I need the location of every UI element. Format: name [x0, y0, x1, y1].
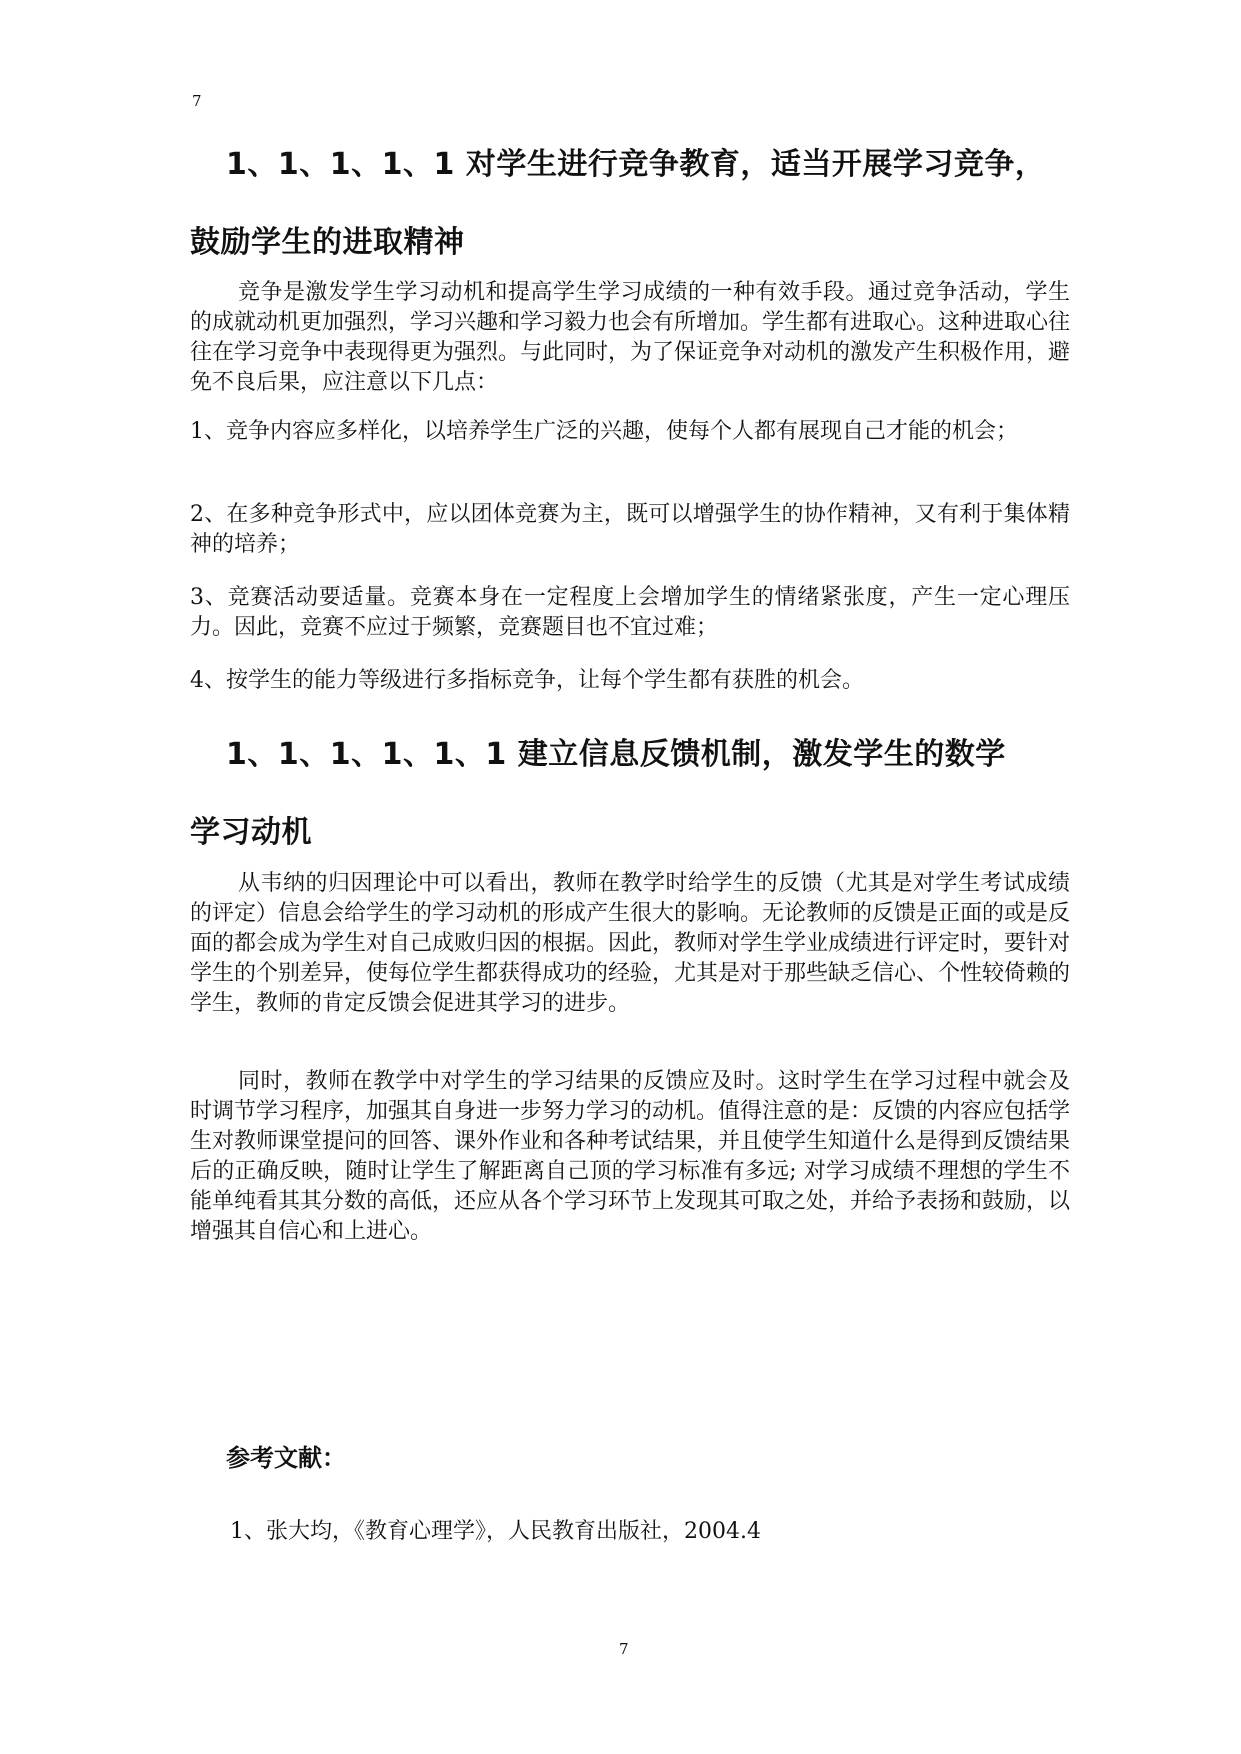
feedback-paragraph-1: 从韦纳的归因理论中可以看出，教师在教学时给学生的反馈（尤其是对学生考试成绩的评定）信息会给学生的学习动机的形成产生很大的影响。无论教师的反馈是正面的或是反面的都会成为学生对自己成败归因的根据。因此，教师对学生学业成绩进行评定时，要针对学生的个别差异，使每位学生都获得成功的经验，尤其是对于那些缺乏信心、个性较倚赖的学生，教师的肯定反馈会促进其学习的进步。: [190, 871, 1071, 1016]
competition-point-2: 2、在多种竞争形式中，应以团体竞赛为主，既可以增强学生的协作精神，又有利于集体精神的培养；: [190, 502, 1070, 557]
competition-point-3: 3、竞赛活动要适量。竞赛本身在一定程度上会增加学生的情绪紧张度，产生一定心理压力。因此，竞赛不应过于频繁，竞赛题目也不宜过难；: [190, 585, 1070, 640]
competition-point-4: 4、按学生的能力等级进行多指标竞争，让每个学生都有获胜的机会。: [190, 668, 864, 693]
section-heading-competition-line2: 鼓励学生的进取精神: [190, 225, 465, 260]
feedback-paragraph-2: 同时，教师在教学中对学生的学习结果的反馈应及时。这时学生在学习过程中就会及时调节学习程序，加强其自身进一步努力学习的动机。值得注意的是：反馈的内容应包括学生对教师课堂提问的回答、课外作业和各种考试结果，并且使学生知道什么是得到反馈结果后的正确反映，随时让学生了解距离自己顶的学习标准有多远; 对学习成绩不理想的学生不能单纯看其其分数的高低，还应从各个学习环节上发现其可取之处，并给予表扬和鼓励，以增强其自信心和上进心。: [190, 1069, 1071, 1244]
section-heading-feedback-line1: 1、1、1、1、1、1 建立信息反馈机制，激发学生的数学: [226, 737, 1006, 772]
section-heading-feedback: [190, 716, 1070, 872]
competition-point-1: 1、竞争内容应多样化，以培养学生广泛的兴趣，使每个人都有展现自己才能的机会；: [190, 419, 1018, 444]
section-heading-feedback-line2: 学习动机: [190, 815, 312, 850]
reference-item: 1、张大均，《教育心理学》，人民教育出版社，2004.4: [230, 1519, 761, 1544]
competition-intro-paragraph: 竞争是激发学生学习动机和提高学生学习成绩的一种有效手段。通过竞争活动，学生的成就动机更加强烈，学习兴趣和学习毅力也会有所增加。学生都有进取心。这种进取心往往在学习竞争中表现得更为强烈。与此同时，为了保证竞争对动机的激发产生积极作用，避免不良后果，应注意以下几点：: [190, 280, 1071, 395]
page-number-bottom: 7: [619, 1640, 629, 1658]
references-title: 参考文献：: [226, 1444, 346, 1472]
section-heading-competition: [190, 126, 1070, 282]
page-number-top: 7: [192, 92, 202, 110]
section-heading-competition-line1: 1、1、1、1、1 对学生进行竞争教育，适当开展学习竞争，: [226, 147, 1046, 182]
